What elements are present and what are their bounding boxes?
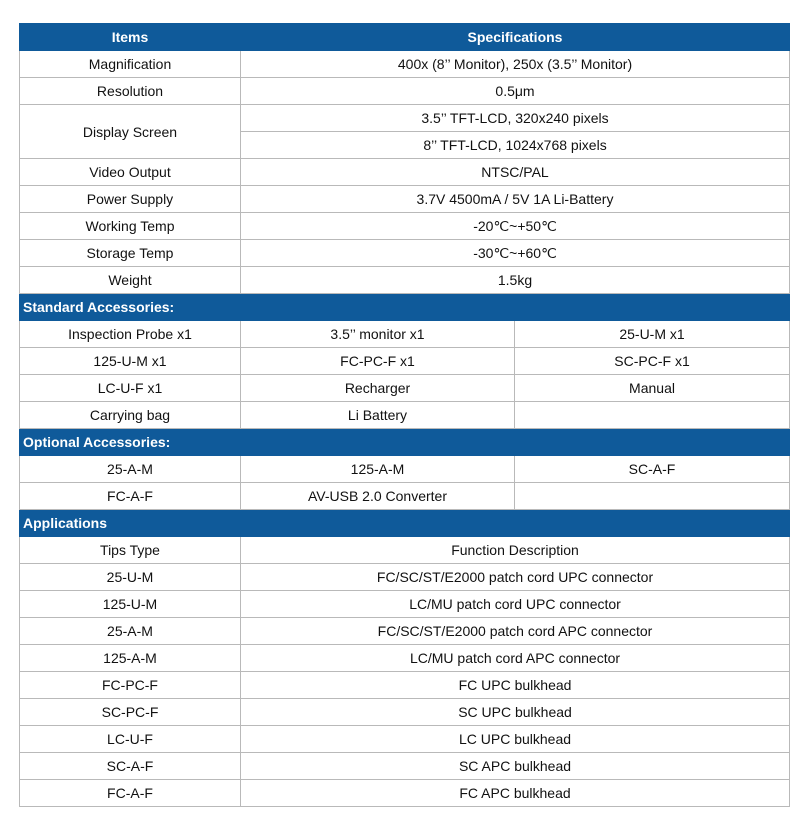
spec-value: -30℃~+60℃ [241,240,790,267]
function-description: FC/SC/ST/E2000 patch cord UPC connector [241,564,790,591]
spec-item: Weight [20,267,241,294]
accessory-row [20,402,790,429]
tip-type: 25-U-M [20,564,241,591]
spec-row-video-output [20,159,790,186]
spec-value: 0.5μm [241,78,790,105]
accessory-cell: Recharger [241,375,515,402]
accessory-row [20,321,790,348]
optional-row [20,456,790,483]
application-row [20,726,790,753]
application-row [20,753,790,780]
specifications-header: Specifications [241,24,790,51]
optional-cell: 25-A-M [20,456,241,483]
function-description: FC APC bulkhead [241,780,790,807]
application-row [20,618,790,645]
spec-row-storage-temp [20,240,790,267]
spec-row-resolution [20,78,790,105]
accessory-cell: 25-U-M x1 [515,321,790,348]
section-title: Applications [20,510,790,537]
section-title: Standard Accessories: [20,294,790,321]
spec-item: Display Screen [20,105,241,159]
applications-column-header [20,537,790,564]
spec-row-display-screen [20,105,790,132]
function-description: SC APC bulkhead [241,753,790,780]
tip-type: FC-PC-F [20,672,241,699]
tip-type: LC-U-F [20,726,241,753]
items-header: Items [20,24,241,51]
tip-type: 25-A-M [20,618,241,645]
accessory-cell: Li Battery [241,402,515,429]
application-row [20,672,790,699]
accessory-row [20,348,790,375]
accessory-cell: SC-PC-F x1 [515,348,790,375]
spec-value: 3.5’’ TFT-LCD, 320x240 pixels [241,105,790,132]
spec-value: 1.5kg [241,267,790,294]
spec-value: -20℃~+50℃ [241,213,790,240]
spec-row-weight [20,267,790,294]
spec-table [19,23,790,807]
spec-item: Magnification [20,51,241,78]
spec-item: Power Supply [20,186,241,213]
accessory-cell: Manual [515,375,790,402]
optional-cell: SC-A-F [515,456,790,483]
function-description: FC UPC bulkhead [241,672,790,699]
application-row [20,645,790,672]
function-description: LC/MU patch cord APC connector [241,645,790,672]
application-row [20,591,790,618]
spec-item: Video Output [20,159,241,186]
accessory-cell: FC-PC-F x1 [241,348,515,375]
function-description-header: Function Description [241,537,790,564]
optional-cell: FC-A-F [20,483,241,510]
accessory-cell: Inspection Probe x1 [20,321,241,348]
tip-type: 125-U-M [20,591,241,618]
optional-accessories-header [20,429,790,456]
table-header-row [20,24,790,51]
spec-row-power-supply [20,186,790,213]
optional-row [20,483,790,510]
function-description: LC/MU patch cord UPC connector [241,591,790,618]
optional-cell [515,483,790,510]
accessory-cell: 3.5’’ monitor x1 [241,321,515,348]
spec-value: 400x (8’’ Monitor), 250x (3.5’’ Monitor) [241,51,790,78]
tip-type: SC-PC-F [20,699,241,726]
spec-value: 8’’ TFT-LCD, 1024x768 pixels [241,132,790,159]
accessory-row [20,375,790,402]
accessory-cell [515,402,790,429]
function-description: FC/SC/ST/E2000 patch cord APC connector [241,618,790,645]
spec-item: Storage Temp [20,240,241,267]
optional-cell: 125-A-M [241,456,515,483]
accessory-cell: 125-U-M x1 [20,348,241,375]
tip-type: FC-A-F [20,780,241,807]
tip-type: SC-A-F [20,753,241,780]
applications-header [20,510,790,537]
application-row [20,780,790,807]
application-row [20,564,790,591]
function-description: LC UPC bulkhead [241,726,790,753]
spec-row-magnification [20,51,790,78]
function-description: SC UPC bulkhead [241,699,790,726]
section-title: Optional Accessories: [20,429,790,456]
standard-accessories-header [20,294,790,321]
spec-row-working-temp [20,213,790,240]
spec-item: Resolution [20,78,241,105]
spec-value: 3.7V 4500mA / 5V 1A Li-Battery [241,186,790,213]
tip-type: 125-A-M [20,645,241,672]
spec-item: Working Temp [20,213,241,240]
optional-cell: AV-USB 2.0 Converter [241,483,515,510]
application-row [20,699,790,726]
tips-type-header: Tips Type [20,537,241,564]
accessory-cell: LC-U-F x1 [20,375,241,402]
accessory-cell: Carrying bag [20,402,241,429]
spec-value: NTSC/PAL [241,159,790,186]
